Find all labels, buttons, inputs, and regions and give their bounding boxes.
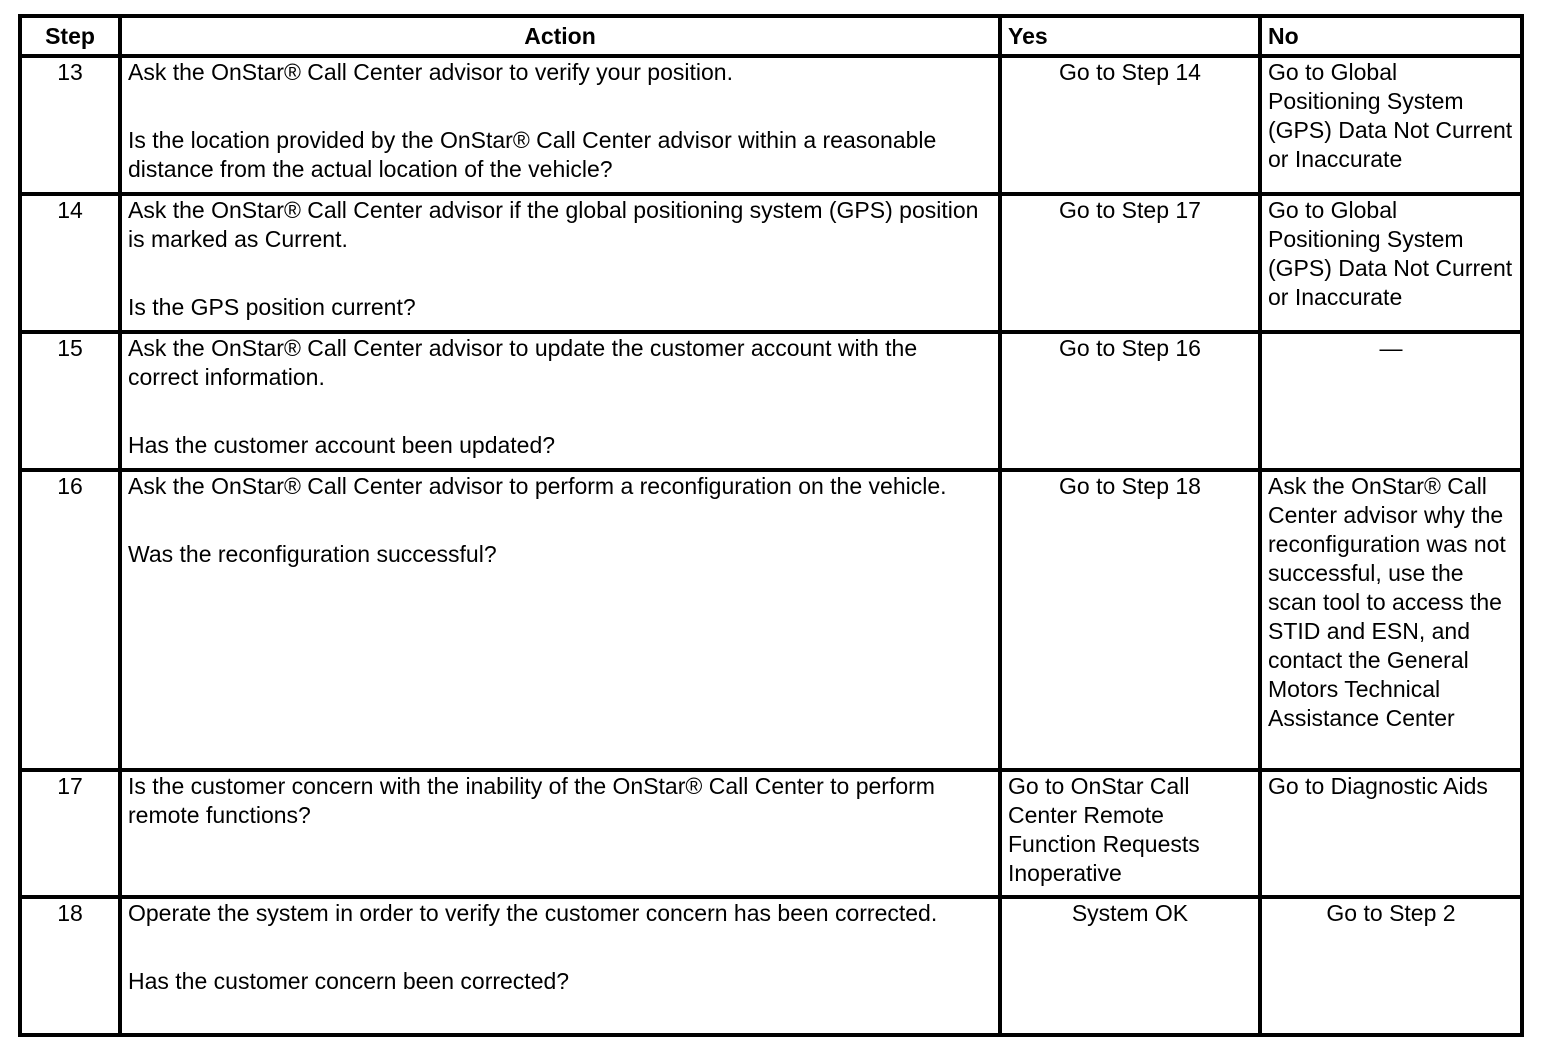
header-action: Action bbox=[120, 16, 1000, 56]
header-step: Step bbox=[20, 16, 120, 56]
action-question: Has the customer account been updated? bbox=[128, 432, 556, 458]
action-question: Is the customer concern with the inability of the OnStar® Call Center to perform remote functions? bbox=[128, 773, 935, 828]
yes-cell: Go to Step 17 bbox=[1000, 194, 1260, 332]
step-number: 18 bbox=[20, 897, 120, 1035]
no-cell: Go to Global Positioning System (GPS) Data Not Current or Inaccurate bbox=[1260, 56, 1522, 194]
action-cell bbox=[120, 470, 1000, 770]
action-instruction: Ask the OnStar® Call Center advisor to perform a reconfiguration on the vehicle. bbox=[128, 473, 947, 499]
header-row bbox=[20, 16, 1522, 56]
table-row bbox=[20, 770, 1522, 897]
action-instruction: Operate the system in order to verify the customer concern has been corrected. bbox=[128, 900, 938, 926]
action-cell bbox=[120, 770, 1000, 897]
action-instruction: Ask the OnStar® Call Center advisor to update the customer account with the correct information. bbox=[128, 335, 918, 390]
table-row bbox=[20, 470, 1522, 770]
table-row bbox=[20, 897, 1522, 1035]
yes-cell: Go to Step 14 bbox=[1000, 56, 1260, 194]
yes-cell: Go to Step 18 bbox=[1000, 470, 1260, 770]
action-cell bbox=[120, 56, 1000, 194]
step-number: 13 bbox=[20, 56, 120, 194]
table-row bbox=[20, 194, 1522, 332]
diagnostic-table bbox=[18, 14, 1524, 1037]
step-number: 14 bbox=[20, 194, 120, 332]
header-no: No bbox=[1260, 16, 1522, 56]
step-number: 17 bbox=[20, 770, 120, 897]
action-question: Was the reconfiguration successful? bbox=[128, 541, 497, 567]
no-cell: Go to Diagnostic Aids bbox=[1260, 770, 1522, 897]
action-instruction: Ask the OnStar® Call Center advisor if the global positioning system (GPS) position is marked as Current. bbox=[128, 197, 979, 252]
no-cell: Ask the OnStar® Call Center advisor why the reconfiguration was not successful, use the scan tool to access the STID and ESN, and contact the General Motors Technical Assistance Center bbox=[1260, 470, 1522, 770]
action-cell bbox=[120, 897, 1000, 1035]
action-cell bbox=[120, 194, 1000, 332]
table-row bbox=[20, 56, 1522, 194]
yes-cell: Go to Step 16 bbox=[1000, 332, 1260, 470]
action-question: Is the GPS position current? bbox=[128, 294, 416, 320]
no-cell: — bbox=[1260, 332, 1522, 470]
action-instruction: Ask the OnStar® Call Center advisor to verify your position. bbox=[128, 59, 733, 85]
yes-cell: System OK bbox=[1000, 897, 1260, 1035]
no-cell: Go to Step 2 bbox=[1260, 897, 1522, 1035]
step-number: 16 bbox=[20, 470, 120, 770]
step-number: 15 bbox=[20, 332, 120, 470]
action-question: Has the customer concern been corrected? bbox=[128, 968, 570, 994]
yes-cell: Go to OnStar Call Center Remote Function Requests Inoperative bbox=[1000, 770, 1260, 897]
header-yes: Yes bbox=[1000, 16, 1260, 56]
table-row bbox=[20, 332, 1522, 470]
action-cell bbox=[120, 332, 1000, 470]
action-question: Is the location provided by the OnStar® Call Center advisor within a reasonable distance from the actual location of the vehicle? bbox=[128, 127, 937, 182]
no-cell: Go to Global Positioning System (GPS) Data Not Current or Inaccurate bbox=[1260, 194, 1522, 332]
